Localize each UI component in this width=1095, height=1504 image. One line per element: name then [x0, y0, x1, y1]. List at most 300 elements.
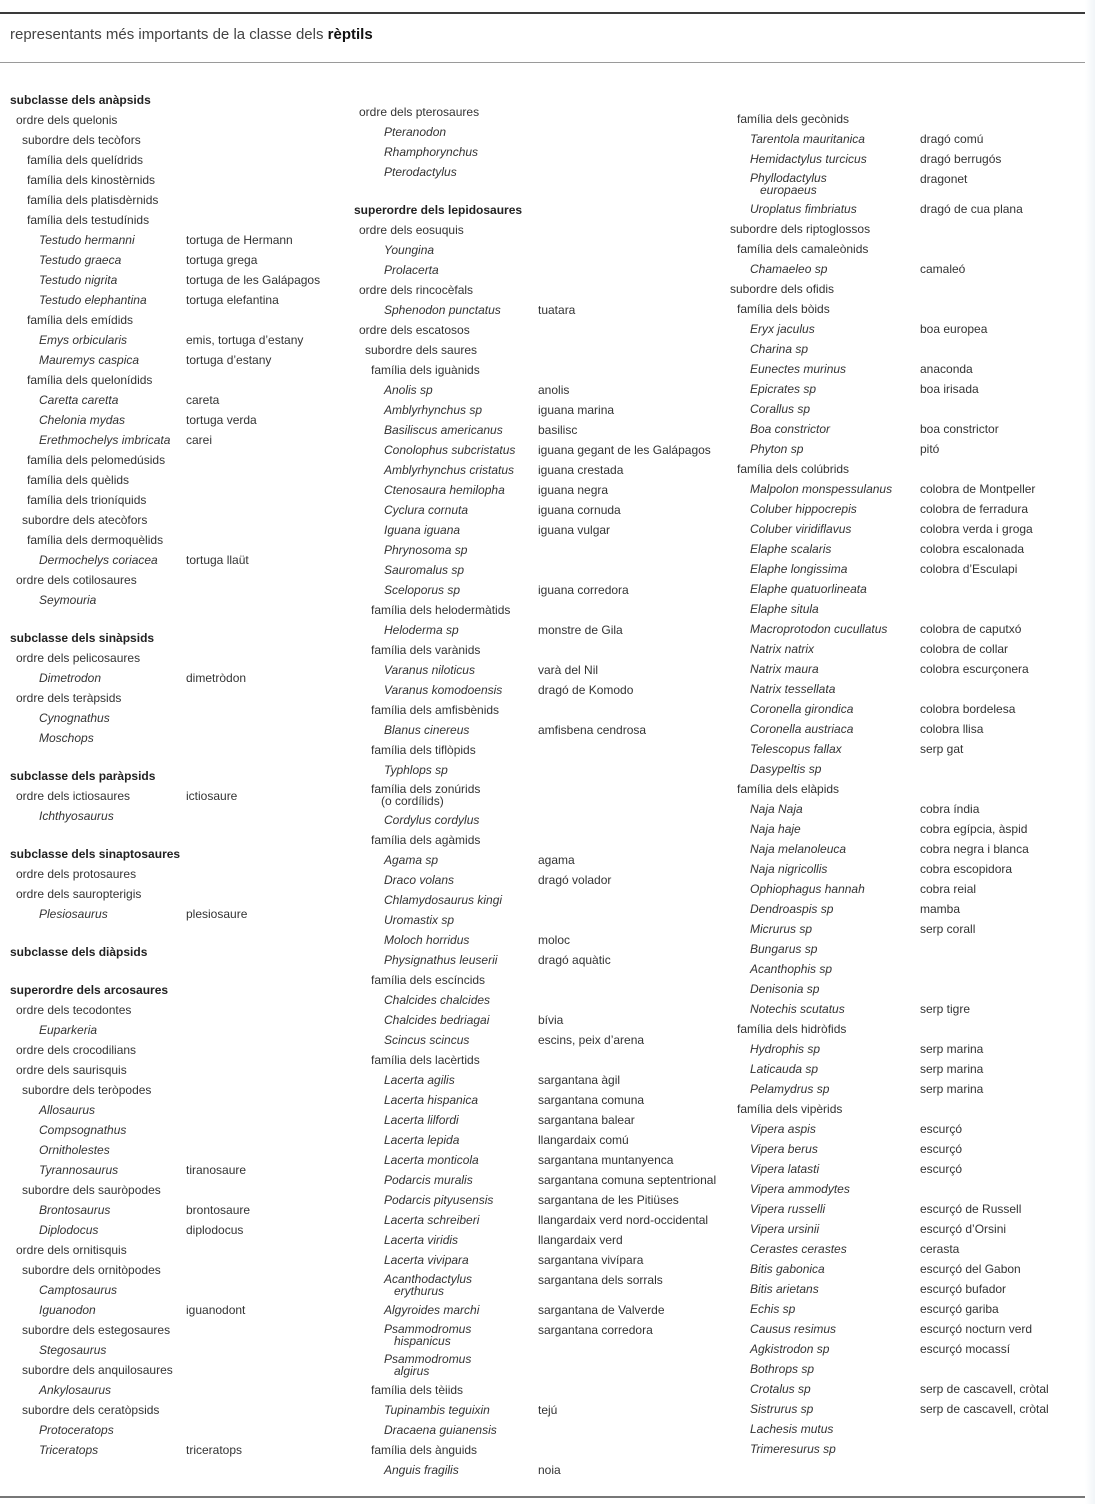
scientific-name: Psammodromus hispanicus — [384, 1322, 472, 1348]
taxon-name: família dels zonúrids (o cordílids) — [371, 782, 481, 808]
scientific-name: Epicrates sp — [750, 382, 817, 396]
scientific-name: Dermochelys coriacea — [39, 553, 158, 567]
scientific-name: Cyclura cornuta — [384, 503, 469, 517]
common-name: tortuga grega — [186, 253, 258, 267]
scientific-name: Iguana iguana — [384, 523, 461, 537]
common-name: colobra escalonada — [920, 542, 1025, 556]
common-name: tortuga d’estany — [186, 353, 272, 367]
scientific-name: Naja Naja — [750, 802, 803, 816]
scientific-name: Blanus cinereus — [384, 723, 470, 737]
scientific-name: Vipera ursinii — [750, 1222, 820, 1236]
taxon-name: ordre dels quelonis — [16, 113, 118, 127]
scientific-name: Brontosaurus — [39, 1203, 111, 1217]
scientific-name: Naja haje — [750, 822, 801, 836]
scientific-name: Coronella girondica — [750, 702, 854, 716]
common-name: cobra escopidora — [920, 862, 1013, 876]
taxon-name: família dels escíncids — [371, 973, 486, 987]
scientific-name: Dendroaspis sp — [750, 902, 834, 916]
taxon-name: ordre dels saurisquis — [16, 1063, 127, 1077]
scientific-name: Elaphe quatuorlineata — [750, 582, 867, 596]
common-name: diplodocus — [186, 1223, 244, 1237]
common-name: serp marina — [920, 1042, 984, 1056]
scientific-name: Heloderma sp — [384, 623, 459, 637]
common-name: bívia — [538, 1013, 564, 1027]
scientific-name: Bitis arietans — [750, 1282, 819, 1296]
scientific-name: Trimeresurus sp — [750, 1442, 836, 1456]
scientific-name: Basiliscus americanus — [384, 423, 503, 437]
scientific-name: Varanus niloticus — [384, 663, 475, 677]
scientific-name: Coronella austriaca — [750, 722, 854, 736]
taxon-name: subclasse dels sinàpsids — [10, 631, 155, 645]
common-name: colobra de ferradura — [920, 502, 1029, 516]
taxon-name: ordre dels crocodilians — [16, 1043, 137, 1057]
scientific-name: Malpolon monspessulanus — [750, 482, 893, 496]
taxon-name: ordre dels eosuquis — [359, 223, 464, 237]
scientific-name: Amblyrhynchus cristatus — [384, 463, 515, 477]
scientific-name: Lacerta lepida — [384, 1133, 460, 1147]
scientific-name: Chalcides chalcides — [384, 993, 491, 1007]
taxon-name: família dels vipèrids — [737, 1102, 843, 1116]
taxon-name: subclasse dels paràpsids — [10, 769, 156, 783]
scientific-name: Lacerta vivipara — [384, 1253, 469, 1267]
scientific-name: Corallus sp — [750, 402, 811, 416]
scientific-name: Euparkeria — [39, 1023, 98, 1037]
taxon-name: ordre dels ictiosaures — [16, 789, 131, 803]
common-name: careta — [186, 393, 220, 407]
scientific-name: Triceratops — [39, 1443, 99, 1457]
scientific-name: Coluber hippocrepis — [750, 502, 857, 516]
scientific-name: Eryx jaculus — [750, 322, 815, 336]
taxon-name: ordre dels protosaures — [16, 867, 137, 881]
scientific-name: Rhamphorynchus — [384, 145, 479, 159]
scientific-name: Amblyrhynchus sp — [384, 403, 483, 417]
scientific-name: Uroplatus fimbriatus — [750, 202, 857, 216]
common-name: tortuga llaüt — [186, 553, 249, 567]
scientific-name: Podarcis muralis — [384, 1173, 473, 1187]
common-name: boa constrictor — [920, 422, 999, 436]
scientific-name: Causus resimus — [750, 1322, 837, 1336]
common-name: colobra bordelesa — [920, 702, 1016, 716]
header-rule-bottom — [0, 62, 1090, 63]
scientific-name: Acanthodactylus erythurus — [384, 1272, 473, 1298]
scientific-name: Mauremys caspica — [39, 353, 140, 367]
taxon-name: subordre dels ofidis — [730, 282, 835, 296]
taxon-name: família dels trioníquids — [27, 493, 147, 507]
scientific-name: Ornitholestes — [39, 1143, 110, 1157]
taxon-name: família dels colúbrids — [737, 462, 850, 476]
taxon-name: família dels camaleònids — [737, 242, 869, 256]
scientific-name: Lacerta hispanica — [384, 1093, 479, 1107]
common-name: dragó berrugós — [920, 152, 1002, 166]
taxon-name: família dels agàmids — [371, 833, 481, 847]
common-name: cobra índia — [920, 802, 980, 816]
taxon-name: ordre dels tecodontes — [16, 1003, 132, 1017]
scientific-name: Echis sp — [750, 1302, 796, 1316]
taxon-name: ordre dels cotilosaures — [16, 573, 137, 587]
taxon-name: subordre dels anquilosaures — [22, 1363, 173, 1377]
common-name: ictiosaure — [186, 789, 238, 803]
scientific-name: Pteranodon — [384, 125, 447, 139]
common-name: cobra negra i blanca — [920, 842, 1029, 856]
scientific-name: Ankylosaurus — [39, 1383, 112, 1397]
common-name: llangardaix verd nord-occidental — [538, 1213, 709, 1227]
scientific-name: Chlamydosaurus kingi — [384, 893, 503, 907]
common-name: varà del Nil — [538, 663, 599, 677]
scientific-name: Elaphe situla — [750, 602, 819, 616]
taxon-name: família dels quelídrids — [27, 153, 144, 167]
name-continuation: hispanicus — [394, 1334, 451, 1348]
common-name: tuatara — [538, 303, 576, 317]
scientific-name: Sauromalus sp — [384, 563, 465, 577]
common-name: escurçó del Gabon — [920, 1262, 1021, 1276]
taxon-name: ordre dels ornitisquis — [16, 1243, 127, 1257]
common-name: dragó de Komodo — [538, 683, 634, 697]
taxon-name: subordre dels saures — [365, 343, 478, 357]
common-name: dragonet — [920, 172, 968, 186]
common-name: escurçó gariba — [920, 1302, 999, 1316]
scientific-name: Ichthyosaurus — [39, 809, 114, 823]
common-name: iguana cornuda — [538, 503, 621, 517]
taxon-name: família dels emídids — [27, 313, 134, 327]
scientific-name: Compsognathus — [39, 1123, 127, 1137]
common-name: basilisc — [538, 423, 578, 437]
taxon-name: subordre dels riptoglossos — [730, 222, 871, 236]
scientific-name: Cerastes cerastes — [750, 1242, 847, 1256]
scientific-name: Lacerta agilis — [384, 1073, 455, 1087]
common-name: iguana negra — [538, 483, 609, 497]
common-name: iguana vulgar — [538, 523, 611, 537]
common-name: llangardaix comú — [538, 1133, 629, 1147]
common-name: camaleó — [920, 262, 966, 276]
scientific-name: Notechis scutatus — [750, 1002, 845, 1016]
taxon-name: família dels platisdèrnids — [27, 193, 159, 207]
common-name: boa europea — [920, 322, 988, 336]
scientific-name: Vipera russelli — [750, 1202, 826, 1216]
scientific-name: Vipera latasti — [750, 1162, 820, 1176]
common-name: sargantana vivípara — [538, 1253, 644, 1267]
taxon-name: família dels helodermàtids — [371, 603, 511, 617]
common-name: escurçó d’Orsini — [920, 1222, 1007, 1236]
common-name: sargantana dels sorrals — [538, 1273, 663, 1287]
taxon-name: ordre dels rincocèfals — [359, 283, 474, 297]
scientific-name: Tyrannosaurus — [39, 1163, 119, 1177]
taxon-name: família dels pelomedúsids — [27, 453, 166, 467]
scientific-name: Moloch horridus — [384, 933, 470, 947]
common-name: escurçó — [920, 1142, 963, 1156]
scientific-name: Boa constrictor — [750, 422, 831, 436]
taxon-name: ordre dels pterosaures — [359, 105, 480, 119]
scientific-name: Emys orbicularis — [39, 333, 128, 347]
taxon-name: família dels quelonídids — [27, 373, 153, 387]
taxon-name: ordre dels escatosos — [359, 323, 470, 337]
scientific-name: Laticauda sp — [750, 1062, 819, 1076]
scientific-name: Bothrops sp — [750, 1362, 815, 1376]
taxon-name: família dels amfisbènids — [371, 703, 500, 717]
scientific-name: Lachesis mutus — [750, 1422, 834, 1436]
common-name: monstre de Gila — [538, 623, 623, 637]
common-name: serp gat — [920, 742, 964, 756]
scientific-name: Allosaurus — [39, 1103, 96, 1117]
scientific-name: Seymouria — [39, 593, 97, 607]
common-name: dragó aquàtic — [538, 953, 611, 967]
common-name: colobra llisa — [920, 722, 984, 736]
taxon-name: família dels tèiids — [371, 1383, 464, 1397]
scientific-name: Caretta caretta — [39, 393, 119, 407]
scientific-name: Eunectes murinus — [750, 362, 847, 376]
scientific-name: Naja melanoleuca — [750, 842, 847, 856]
common-name: serp marina — [920, 1082, 984, 1096]
common-name: serp de cascavell, cròtal — [920, 1382, 1049, 1396]
name-continuation: erythurus — [394, 1284, 445, 1298]
common-name: dimetròdon — [186, 671, 247, 685]
scientific-name: Tarentola mauritanica — [750, 132, 865, 146]
taxon-name: família dels ànguids — [371, 1443, 478, 1457]
scientific-name: Anolis sp — [384, 383, 433, 397]
common-name: anolis — [538, 383, 570, 397]
taxon-name: subordre dels atecòfors — [22, 513, 148, 527]
scientific-name: Prolacerta — [384, 263, 439, 277]
common-name: sargantana comuna — [538, 1093, 645, 1107]
common-name: sargantana de les Pitiüses — [538, 1193, 679, 1207]
taxon-name: família dels hidròfids — [737, 1022, 847, 1036]
scientific-name: Micrurus sp — [750, 922, 813, 936]
scientific-name: Dracaena guianensis — [384, 1423, 497, 1437]
scientific-name: Varanus komodoensis — [384, 683, 503, 697]
page-title-bold: rèptils — [327, 26, 373, 43]
taxon-name: família dels varànids — [371, 643, 481, 657]
common-name: sargantana comuna septentrional — [538, 1173, 717, 1187]
taxon-name: subordre dels teròpodes — [22, 1083, 152, 1097]
scientific-name: Hemidactylus turcicus — [750, 152, 867, 166]
common-name: tortuga verda — [186, 413, 257, 427]
name-continuation: algirus — [394, 1364, 430, 1378]
scientific-name: Testudo hermanni — [39, 233, 135, 247]
scientific-name: Anguis fragilis — [384, 1463, 459, 1477]
common-name: triceratops — [186, 1443, 243, 1457]
scientific-name: Podarcis pityusensis — [384, 1193, 494, 1207]
taxon-name: ordre dels teràpsids — [16, 691, 122, 705]
taxon-name: subclasse dels sinaptosaures — [10, 847, 181, 861]
scientific-name: Moschops — [39, 731, 94, 745]
name-continuation: europaeus — [760, 183, 817, 197]
common-name: colobra de collar — [920, 642, 1009, 656]
common-name: dragó comú — [920, 132, 984, 146]
taxon-name: subclasse dels anàpsids — [10, 93, 151, 107]
taxon-name: família dels elàpids — [737, 782, 840, 796]
scientific-name: Hydrophis sp — [750, 1042, 821, 1056]
common-name: tortuga de les Galápagos — [186, 273, 321, 287]
common-name: sargantana balear — [538, 1113, 635, 1127]
common-name: emis, tortuga d’estany — [186, 333, 304, 347]
scientific-name: Camptosaurus — [39, 1283, 118, 1297]
scientific-name: Ctenosaura hemilopha — [384, 483, 505, 497]
scientific-name: Cynognathus — [39, 711, 110, 725]
taxon-name: subordre dels estegosaures — [22, 1323, 171, 1337]
common-name: escurçó bufador — [920, 1282, 1007, 1296]
name-continuation: (o cordílids) — [381, 794, 444, 808]
scientific-name: Lacerta schreiberi — [384, 1213, 480, 1227]
common-name: tortuga de Hermann — [186, 233, 293, 247]
scientific-name: Testudo nigrita — [39, 273, 118, 287]
scientific-name: Natrix maura — [750, 662, 819, 676]
footer-rule — [0, 1496, 1090, 1498]
scientific-name: Lacerta monticola — [384, 1153, 479, 1167]
scientific-name: Vipera berus — [750, 1142, 818, 1156]
scientific-name: Phyllodactylus europaeus — [750, 171, 827, 197]
scientific-name: Bitis gabonica — [750, 1262, 825, 1276]
common-name: escurçó mocassí — [920, 1342, 1011, 1356]
scientific-name: Physignathus leuserii — [384, 953, 498, 967]
common-name: amfisbena cendrosa — [538, 723, 647, 737]
scientific-name: Sceloporus sp — [384, 583, 461, 597]
scientific-name: Lacerta lilfordi — [384, 1113, 459, 1127]
common-name: colobra escurçonera — [920, 662, 1029, 676]
common-name: sargantana de Valverde — [538, 1303, 665, 1317]
scientific-name: Conolophus subcristatus — [384, 443, 516, 457]
common-name: serp tigre — [920, 1002, 971, 1016]
common-name: brontosaure — [186, 1203, 251, 1217]
scientific-name: Dimetrodon — [39, 671, 102, 685]
scientific-name: Algyroides marchi — [384, 1303, 480, 1317]
scientific-name: Denisonia sp — [750, 982, 820, 996]
common-name: colobra verda i groga — [920, 522, 1033, 536]
common-name: noia — [538, 1463, 561, 1477]
common-name: cerasta — [920, 1242, 960, 1256]
scientific-name: Lacerta viridis — [384, 1233, 459, 1247]
scientific-name: Macroprotodon cucullatus — [750, 622, 888, 636]
common-name: plesiosaure — [186, 907, 248, 921]
common-name: cobra reial — [920, 882, 977, 896]
taxon-name: ordre dels sauropterigis — [16, 887, 142, 901]
common-name: sargantana muntanyenca — [538, 1153, 674, 1167]
scientific-name: Agkistrodon sp — [750, 1342, 830, 1356]
common-name: escurçó de Russell — [920, 1202, 1022, 1216]
scientific-name: Bungarus sp — [750, 942, 818, 956]
common-name: escins, peix d’arena — [538, 1033, 645, 1047]
common-name: dragó de cua plana — [920, 202, 1023, 216]
taxon-name: família dels gecònids — [737, 112, 850, 126]
common-name: serp corall — [920, 922, 976, 936]
common-name: colobra d’Esculapi — [920, 562, 1018, 576]
common-name: cobra egípcia, àspid — [920, 822, 1028, 836]
scientific-name: Erethmochelys imbricata — [39, 433, 171, 447]
scientific-name: Phyton sp — [750, 442, 804, 456]
scientific-name: Chalcides bedriagai — [384, 1013, 490, 1027]
scientific-name: Stegosaurus — [39, 1343, 107, 1357]
common-name: colobra de caputxó — [920, 622, 1022, 636]
common-name: iguanodont — [186, 1303, 246, 1317]
page-title-prefix: representants més importants de la classe dels — [10, 26, 328, 43]
scientific-name: Cordylus cordylus — [384, 813, 480, 827]
scientific-name: Charina sp — [750, 342, 809, 356]
scientific-name: Telescopus fallax — [750, 742, 842, 756]
common-name: iguana crestada — [538, 463, 624, 477]
taxon-name: família dels lacèrtids — [371, 1053, 480, 1067]
scientific-name: Agama sp — [384, 853, 439, 867]
common-name: tiranosaure — [186, 1163, 247, 1177]
common-name: iguana marina — [538, 403, 615, 417]
common-name: moloc — [538, 933, 571, 947]
taxon-name: família dels quèlids — [27, 473, 130, 487]
scientific-name: Diplodocus — [39, 1223, 99, 1237]
scientific-name: Crotalus sp — [750, 1382, 811, 1396]
common-name: serp marina — [920, 1062, 984, 1076]
scan-edge-shadow — [1085, 0, 1095, 1504]
common-name: sargantana corredora — [538, 1323, 653, 1337]
scientific-name: Iguanodon — [39, 1303, 96, 1317]
scientific-name: Pterodactylus — [384, 165, 457, 179]
common-name: dragó volador — [538, 873, 612, 887]
scientific-name: Ophiophagus hannah — [750, 882, 865, 896]
common-name: boa irisada — [920, 382, 979, 396]
scientific-name: Dasypeltis sp — [750, 762, 822, 776]
common-name: colobra de Montpeller — [920, 482, 1036, 496]
scientific-name: Testudo graeca — [39, 253, 122, 267]
scientific-name: Phrynosoma sp — [384, 543, 468, 557]
taxon-name: subordre dels sauròpodes — [22, 1183, 161, 1197]
scientific-name: Youngina — [384, 243, 435, 257]
common-name: agama — [538, 853, 575, 867]
scientific-name: Naja nigricollis — [750, 862, 828, 876]
scientific-name: Vipera aspis — [750, 1122, 816, 1136]
scientific-name: Pelamydrus sp — [750, 1082, 830, 1096]
taxon-name: subordre dels ornitòpodes — [22, 1263, 161, 1277]
scientific-name: Draco volans — [384, 873, 455, 887]
scientific-name: Psammodromus algirus — [384, 1352, 472, 1378]
taxon-name: família dels iguànids — [371, 363, 480, 377]
scientific-name: Uromastix sp — [384, 913, 455, 927]
scientific-name: Acanthophis sp — [750, 962, 833, 976]
scientific-name: Scincus scincus — [384, 1033, 470, 1047]
scientific-name: Typhlops sp — [384, 763, 448, 777]
common-name: escurçó — [920, 1162, 963, 1176]
common-name: iguana gegant de les Galápagos — [538, 443, 711, 457]
scientific-name: Protoceratops — [39, 1423, 114, 1437]
page-title — [10, 26, 373, 43]
scientific-name: Natrix tessellata — [750, 682, 836, 696]
taxon-name: superordre dels arcosaures — [10, 983, 169, 997]
common-name: iguana corredora — [538, 583, 629, 597]
scientific-name: Elaphe longissima — [750, 562, 848, 576]
common-name: tejú — [538, 1403, 558, 1417]
common-name: escurçó — [920, 1122, 963, 1136]
scientific-name: Testudo elephantina — [39, 293, 147, 307]
common-name: serp de cascavell, cròtal — [920, 1402, 1049, 1416]
scientific-name: Sistrurus sp — [750, 1402, 814, 1416]
taxon-name: família dels kinostèrnids — [27, 173, 156, 187]
common-name: tortuga elefantina — [186, 293, 279, 307]
common-name: llangardaix verd — [538, 1233, 623, 1247]
scientific-name: Natrix natrix — [750, 642, 815, 656]
scientific-name: Plesiosaurus — [39, 907, 108, 921]
header-rule-top — [0, 12, 1090, 14]
common-name: mamba — [920, 902, 961, 916]
scientific-name: Coluber viridiflavus — [750, 522, 852, 536]
scientific-name: Tupinambis teguixin — [384, 1403, 490, 1417]
scientific-name: Elaphe scalaris — [750, 542, 832, 556]
taxon-name: família dels tiflòpids — [371, 743, 476, 757]
taxon-name: família dels bòids — [737, 302, 830, 316]
taxon-name: subclasse dels diàpsids — [10, 945, 148, 959]
taxon-name: ordre dels pelicosaures — [16, 651, 141, 665]
taxon-name: subordre dels tecòfors — [22, 133, 141, 147]
common-name: carei — [186, 433, 213, 447]
taxon-name: subordre dels ceratòpsids — [22, 1403, 160, 1417]
common-name: pitó — [920, 442, 940, 456]
common-name: sargantana àgil — [538, 1073, 621, 1087]
scientific-name: Vipera ammodytes — [750, 1182, 850, 1196]
taxon-name: família dels testudínids — [27, 213, 150, 227]
